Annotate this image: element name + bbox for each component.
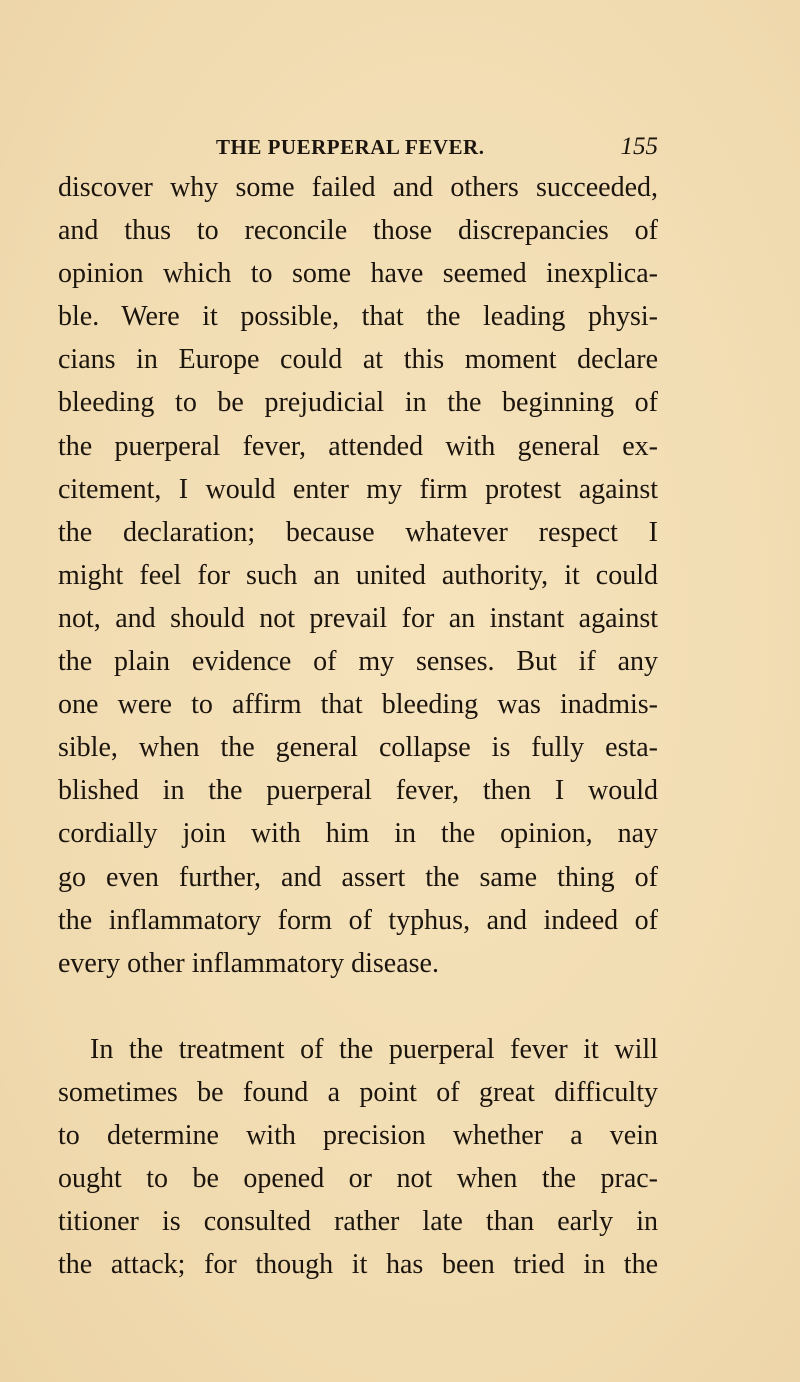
page-number: 155 bbox=[620, 133, 658, 160]
text-line: bleeding to be prejudicial in the beginning of bbox=[58, 387, 658, 419]
text-line: to determine with precision whether a vein bbox=[58, 1119, 658, 1151]
text-line: the declaration; because whatever respect I bbox=[58, 516, 658, 548]
text-line: titioner is consulted rather late than early in bbox=[58, 1206, 658, 1238]
page-header bbox=[216, 132, 658, 162]
text-line: ble. Were it possible, that the leading physi- bbox=[58, 301, 658, 333]
text-line: cians in Europe could at this moment declare bbox=[58, 344, 658, 376]
paragraph-gap bbox=[58, 985, 658, 1028]
text-line: In the treatment of the puerperal fever it will bbox=[90, 1033, 658, 1065]
body-text bbox=[58, 166, 658, 1286]
text-line: sometimes be found a point of great difficulty bbox=[58, 1076, 658, 1108]
paragraph-2 bbox=[58, 1028, 658, 1287]
text-line: cordially join with him in the opinion, nay bbox=[58, 818, 658, 850]
text-line: ought to be opened or not when the prac- bbox=[58, 1163, 658, 1195]
text-line: go even further, and assert the same thing of bbox=[58, 861, 658, 893]
text-line: the plain evidence of my senses. But if any bbox=[58, 646, 658, 678]
text-line: blished in the puerperal fever, then I would bbox=[58, 775, 658, 807]
paragraph-1 bbox=[58, 166, 658, 985]
running-head: THE PUERPERAL FEVER. bbox=[216, 135, 485, 159]
text-line: the inflammatory form of typhus, and indeed of bbox=[58, 904, 658, 936]
text-line: opinion which to some have seemed inexplica- bbox=[58, 258, 658, 290]
text-line: not, and should not prevail for an instant against bbox=[58, 602, 658, 634]
text-line: one were to affirm that bleeding was inadmis- bbox=[58, 689, 658, 721]
text-line: discover why some failed and others succeeded, bbox=[58, 172, 658, 203]
text-line: every other inflammatory disease. bbox=[58, 947, 439, 979]
text-line: the puerperal fever, attended with general ex- bbox=[58, 430, 658, 462]
text-line: might feel for such an united authority, it could bbox=[58, 559, 658, 591]
text-line: and thus to reconcile those discrepancies of bbox=[58, 215, 658, 247]
text-line: the attack; for though it has been tried in the bbox=[58, 1249, 658, 1281]
text-line: sible, when the general collapse is fully esta- bbox=[58, 732, 658, 764]
text-line: citement, I would enter my firm protest against bbox=[58, 473, 658, 505]
